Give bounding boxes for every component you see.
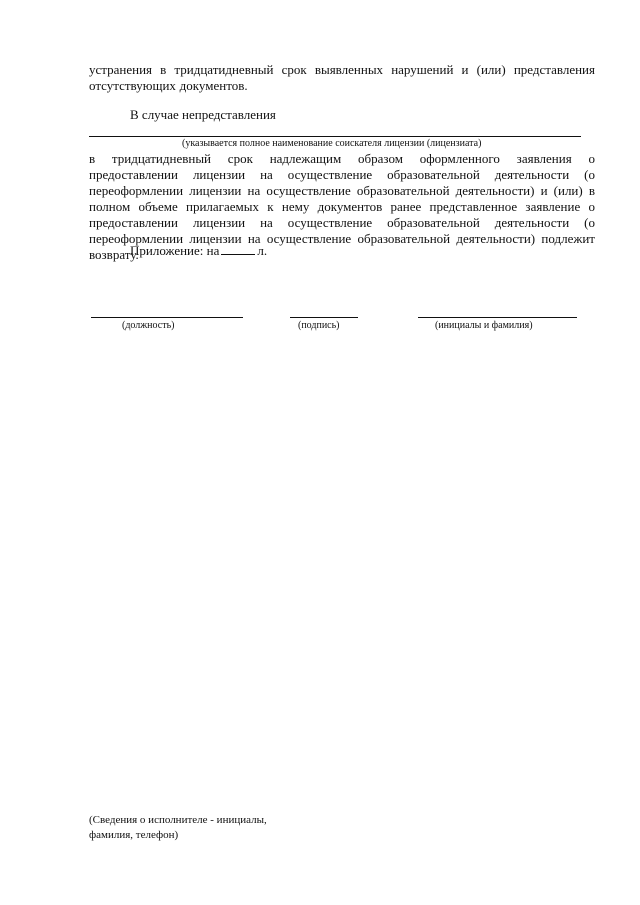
position-line [91, 317, 243, 318]
annex-suffix: л. [257, 243, 268, 258]
signature-label: (подпись) [298, 320, 340, 331]
paragraph-remedy: устранения в тридцатидневный срок выявленных нарушений и (или) представления отсутствующих документов. [89, 62, 595, 93]
case-intro: В случае непредставления [130, 107, 276, 122]
applicant-name-hint: (указывается полное наименование соискателя лицензии (лицензиата) [182, 138, 482, 149]
position-label: (должность) [122, 320, 175, 331]
executor-note: (Сведения о исполнителе - инициалы, фамилия, телефон) [89, 814, 267, 841]
annex-prefix: Приложение: на [130, 243, 220, 258]
paragraph-return-notice: в тридцатидневный срок надлежащим образом оформленного заявления о предоставлении лицензии на осуществление образовательной деятельности (о переоформлении лицензии на осуществление образовательной деятельности) и (или) в полном объеме прилагаемых к нему документов ранее представленное заявление о предоставлении лицензии на осуществление образовательной деятельности (о переоформлении лицензии на осуществление образовательной деятельности) подлежит возврату. [89, 151, 595, 262]
signature-line [290, 317, 358, 318]
annex-pages-blank [221, 243, 255, 255]
annex-line [130, 243, 267, 259]
name-line [418, 317, 577, 318]
name-label: (инициалы и фамилия) [435, 320, 533, 331]
applicant-name-line [89, 136, 581, 137]
